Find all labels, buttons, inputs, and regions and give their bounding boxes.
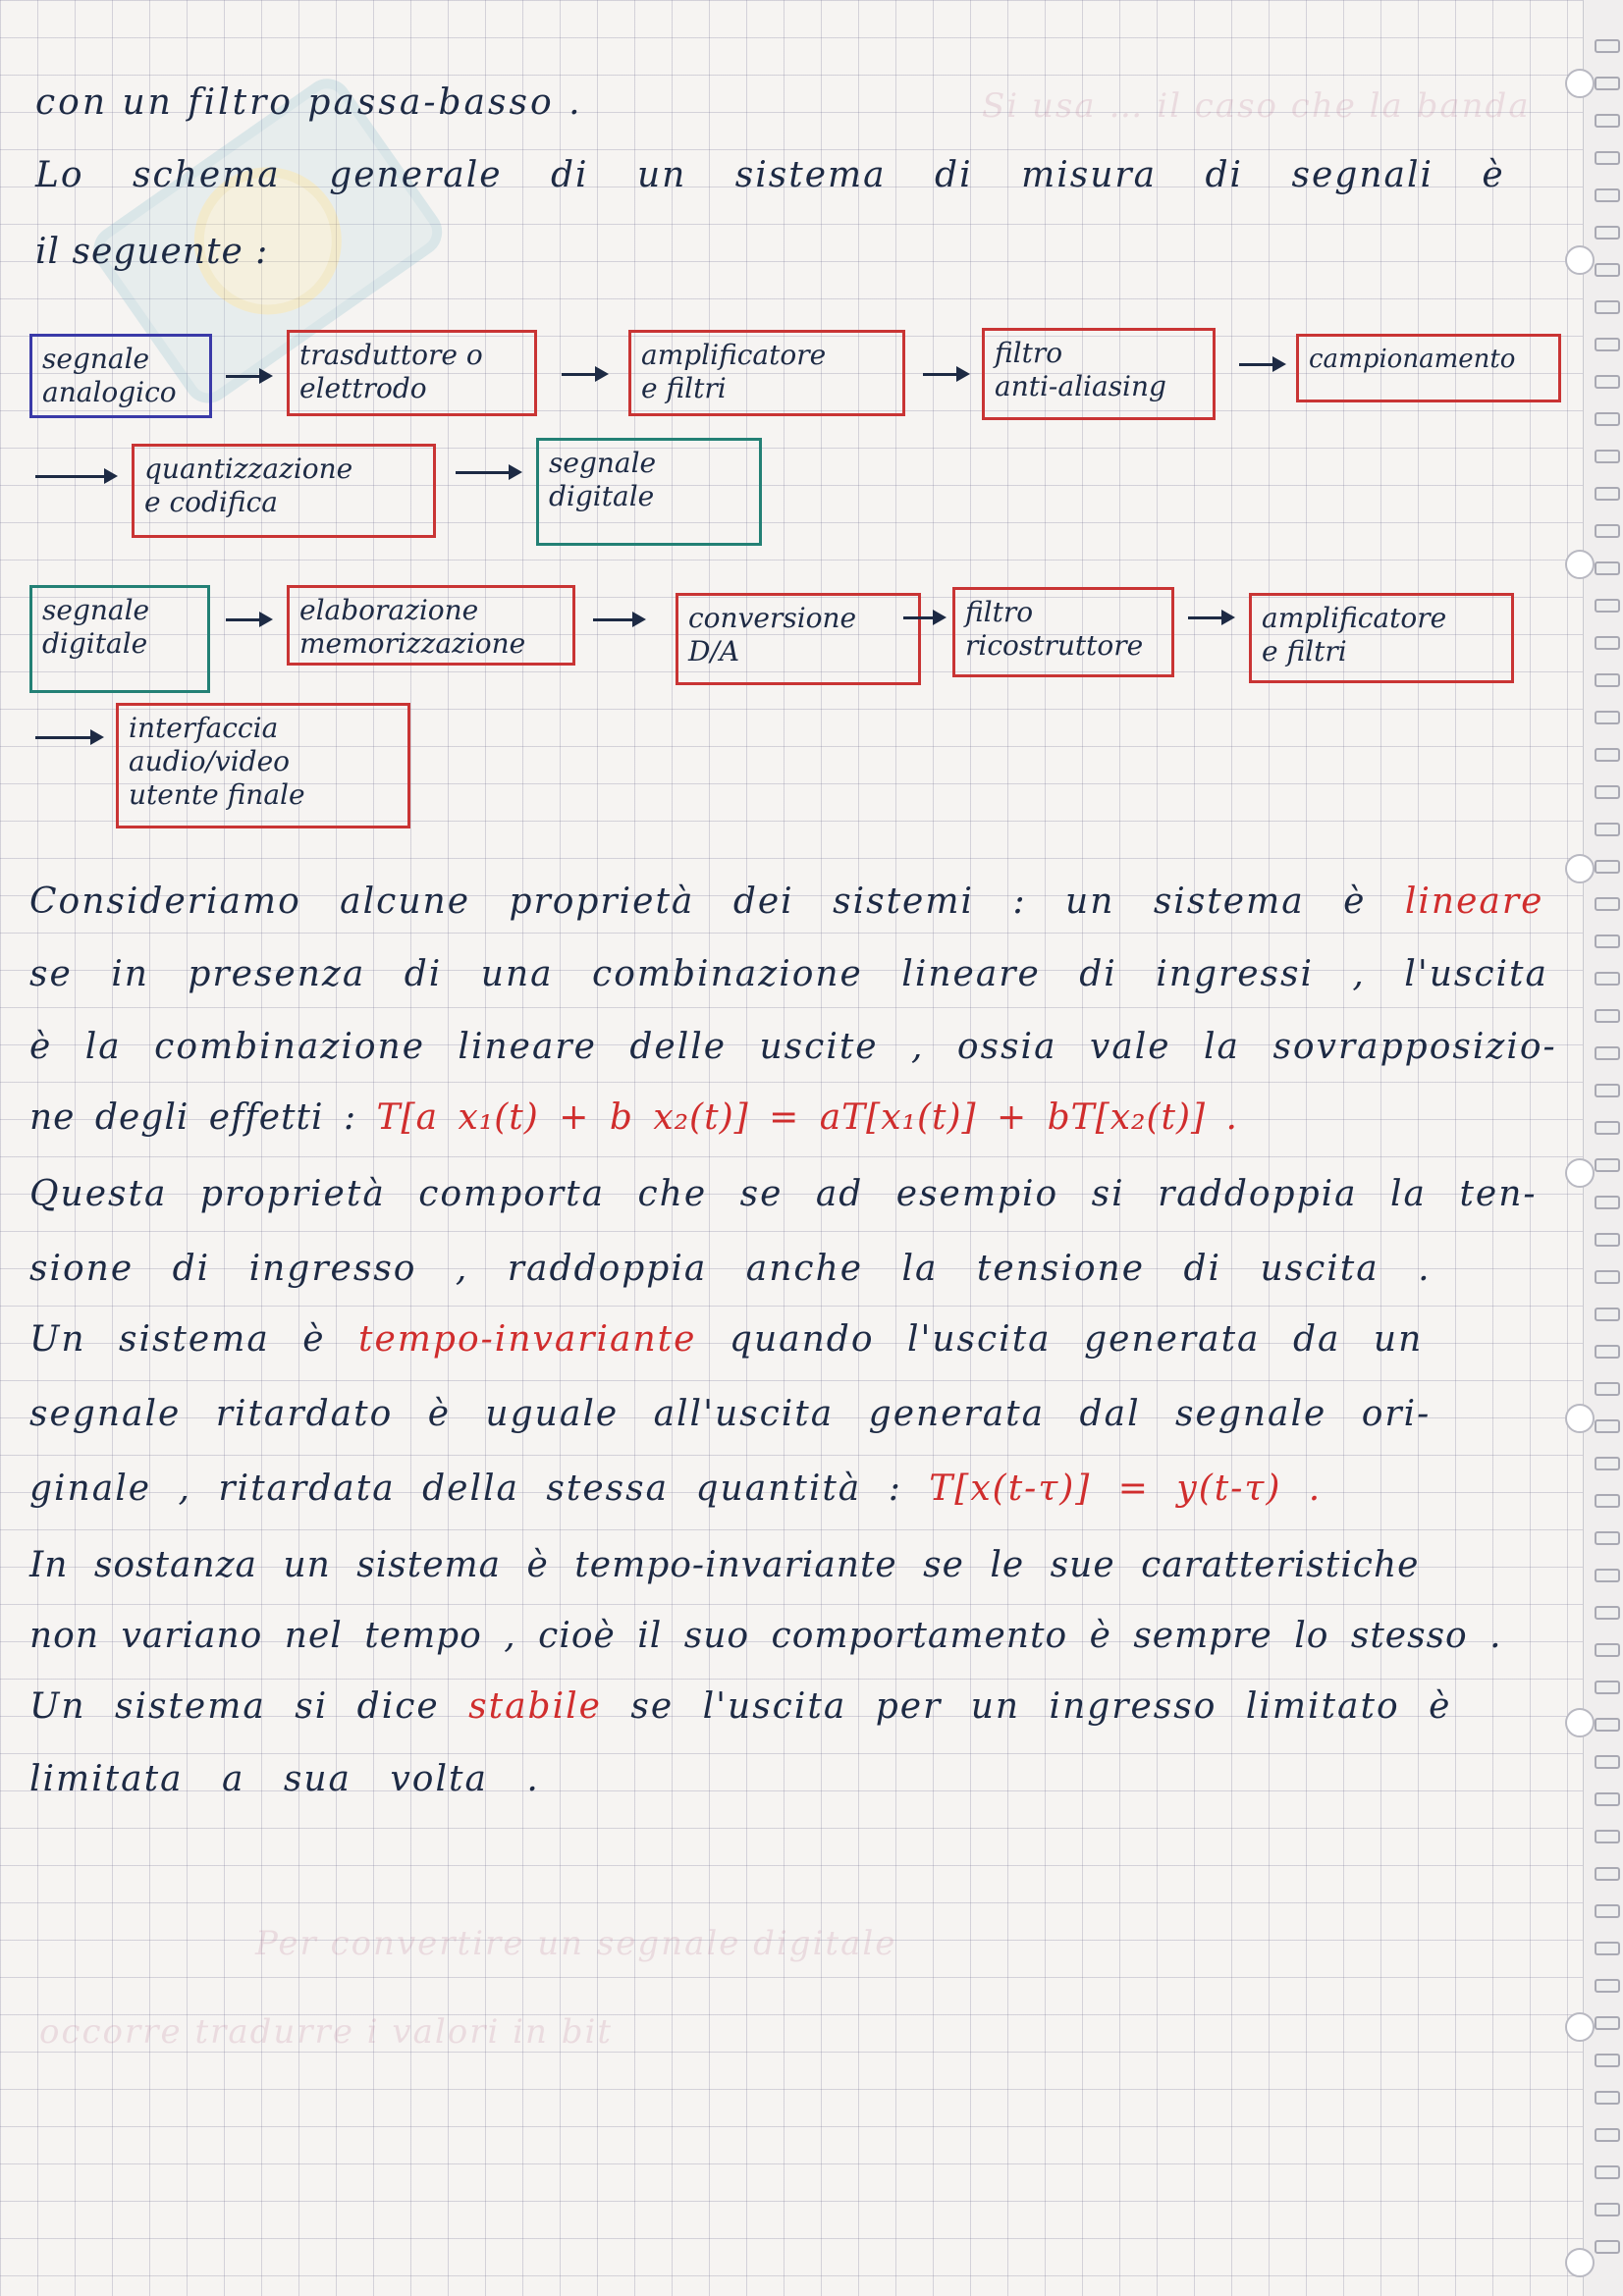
binding-ring	[1595, 711, 1620, 724]
binding-ring	[1595, 114, 1620, 128]
block-output-amplifier: amplificatore e filtri	[1249, 593, 1514, 683]
binding-ring	[1595, 1830, 1620, 1843]
binding-ring	[1595, 2203, 1620, 2216]
binding-ring	[1595, 338, 1620, 351]
binding-ring	[1595, 1942, 1620, 1955]
arrow	[35, 475, 114, 478]
arrow	[1239, 363, 1282, 366]
binding-ring	[1595, 1643, 1620, 1657]
binding-ring	[1595, 1382, 1620, 1396]
binding-ring	[1595, 823, 1620, 836]
binding-ring	[1595, 1681, 1620, 1694]
term-linear: lineare	[1404, 881, 1544, 922]
body-line-6: sione di ingresso , raddoppia anche la tensione di uscita .	[29, 1249, 1432, 1289]
binding-ring	[1595, 263, 1620, 277]
binding-ring	[1595, 860, 1620, 874]
body-line-3: è la combinazione lineare delle uscite , ossia vale la sovrapposizio-	[29, 1027, 1557, 1067]
arrow	[35, 736, 100, 739]
block-da-converter: conversione D/A	[676, 593, 921, 685]
arrow	[226, 618, 269, 621]
binding-ring	[1595, 1606, 1620, 1620]
punch-hole	[1565, 550, 1595, 579]
bleed-through-text: occorre tradurre i valori in bit	[39, 2012, 614, 2052]
binding-ring	[1595, 2165, 1620, 2179]
body-line-9: ginale , ritardata della stessa quantità : T[x(t-τ)] = y(t-τ) .	[29, 1468, 1323, 1509]
block-digital-signal-out: segnale digitale	[536, 438, 762, 546]
binding-ring	[1595, 2091, 1620, 2105]
binding-ring	[1595, 1009, 1620, 1023]
body-line-7: Un sistema è tempo-invariante quando l'uscita generata da un	[29, 1319, 1424, 1360]
block-processing: elaborazione memorizzazione	[287, 585, 575, 666]
binding-ring	[1595, 1569, 1620, 1582]
binding-ring	[1595, 785, 1620, 799]
binding-ring	[1595, 636, 1620, 650]
binding-ring	[1595, 599, 1620, 613]
binding-ring	[1595, 1531, 1620, 1545]
binding-ring	[1595, 1494, 1620, 1508]
intro-line-3: il seguente :	[35, 232, 269, 272]
block-digital-signal-in: segnale digitale	[29, 585, 210, 693]
punch-hole	[1565, 69, 1595, 98]
binding-ring	[1595, 561, 1620, 575]
arrow	[456, 471, 518, 474]
term-stable: stabile	[468, 1686, 602, 1727]
binding-ring	[1595, 1308, 1620, 1321]
body-line-4: ne degli effetti : T[a x₁(t) + b x₂(t)] = aT[x₁(t)] + bT[x₂(t)] .	[29, 1097, 1238, 1138]
binding-ring	[1595, 375, 1620, 389]
arrow	[1188, 616, 1231, 619]
block-amplifier: amplificatore e filtri	[628, 330, 905, 416]
binding-ring	[1595, 39, 1620, 53]
block-analog-signal: segnale analogico	[29, 334, 212, 418]
binding-ring	[1595, 1233, 1620, 1247]
binding-ring	[1595, 524, 1620, 538]
binding-ring	[1595, 1046, 1620, 1060]
binding-ring	[1595, 2016, 1620, 2030]
binding-ring	[1595, 1084, 1620, 1097]
intro-line-2: Lo schema generale di un sistema di misura di segnali è	[35, 155, 1505, 195]
binding-ring	[1595, 300, 1620, 314]
binding-ring	[1595, 934, 1620, 948]
arrow	[593, 618, 642, 621]
body-line-1: Consideriamo alcune proprietà dei sistemi : un sistema è lineare	[29, 881, 1544, 922]
block-user-interface: interfaccia audio/video utente finale	[116, 703, 410, 828]
body-line-5: Questa proprietà comporta che se ad esempio si raddoppia la ten-	[29, 1174, 1538, 1214]
binding-ring	[1595, 1196, 1620, 1209]
binding-ring	[1595, 748, 1620, 762]
body-line-8: segnale ritardato è uguale all'uscita generata dal segnale ori-	[29, 1394, 1432, 1434]
binding-ring	[1595, 1792, 1620, 1806]
punch-hole	[1565, 1158, 1595, 1188]
binding-ring	[1595, 1755, 1620, 1769]
punch-hole	[1565, 1404, 1595, 1433]
binding-ring	[1595, 673, 1620, 687]
body-line-12: Un sistema si dice stabile se l'uscita per un ingresso limitato è	[29, 1686, 1452, 1727]
binding-ring	[1595, 77, 1620, 90]
body-line-10: In sostanza un sistema è tempo-invariante se le sue caratteristiche	[29, 1545, 1420, 1585]
block-transducer: trasduttore o elettrodo	[287, 330, 537, 416]
block-reconstruction-filter: filtro ricostruttore	[952, 587, 1174, 677]
binding-ring	[1595, 188, 1620, 202]
binding-ring	[1595, 2054, 1620, 2067]
binding-ring	[1595, 412, 1620, 426]
punch-hole	[1565, 2248, 1595, 2277]
bleed-through-text: Si usa … il caso che la banda	[982, 86, 1531, 126]
block-antialiasing-filter: filtro anti-aliasing	[982, 328, 1216, 420]
binding-ring	[1595, 972, 1620, 986]
binding-ring	[1595, 1867, 1620, 1881]
binding-ring	[1595, 1904, 1620, 1918]
term-time-invariant: tempo-invariante	[358, 1319, 697, 1360]
arrow	[923, 373, 966, 376]
binding-ring	[1595, 1457, 1620, 1470]
binding-ring	[1595, 1718, 1620, 1732]
binding-ring	[1595, 1121, 1620, 1135]
punch-hole	[1565, 854, 1595, 883]
binding-ring	[1595, 1419, 1620, 1433]
block-sampling: campionamento	[1296, 334, 1561, 402]
body-line-11: non variano nel tempo , cioè il suo comportamento è sempre lo stesso .	[29, 1616, 1502, 1656]
bleed-through-text: Per convertire un segnale digitale	[255, 1924, 897, 1963]
arrow	[903, 616, 943, 619]
punch-hole	[1565, 1708, 1595, 1737]
binding-ring	[1595, 2240, 1620, 2254]
arrow	[562, 373, 605, 376]
body-line-13: limitata a sua volta .	[29, 1759, 540, 1799]
linearity-formula: T[a x₁(t) + b x₂(t)] = aT[x₁(t)] + bT[x₂(t)] .	[376, 1097, 1238, 1138]
punch-hole	[1565, 2012, 1595, 2042]
binding-ring	[1595, 1345, 1620, 1359]
binding-ring	[1595, 151, 1620, 165]
binding-ring	[1595, 1979, 1620, 1993]
body-line-2: se in presenza di una combinazione lineare di ingressi , l'uscita	[29, 954, 1548, 994]
binding-ring	[1595, 1158, 1620, 1172]
arrow	[226, 375, 269, 378]
binding-ring	[1595, 897, 1620, 911]
punch-hole	[1565, 245, 1595, 275]
binding-ring	[1595, 450, 1620, 463]
intro-line-1: con un filtro passa-basso .	[35, 82, 583, 123]
binding-ring	[1595, 226, 1620, 240]
block-quantization: quantizzazione e codifica	[132, 444, 436, 538]
time-invariance-formula: T[x(t-τ)] = y(t-τ) .	[929, 1468, 1323, 1509]
binding-ring	[1595, 2128, 1620, 2142]
binding-ring	[1595, 1270, 1620, 1284]
binding-ring	[1595, 487, 1620, 501]
